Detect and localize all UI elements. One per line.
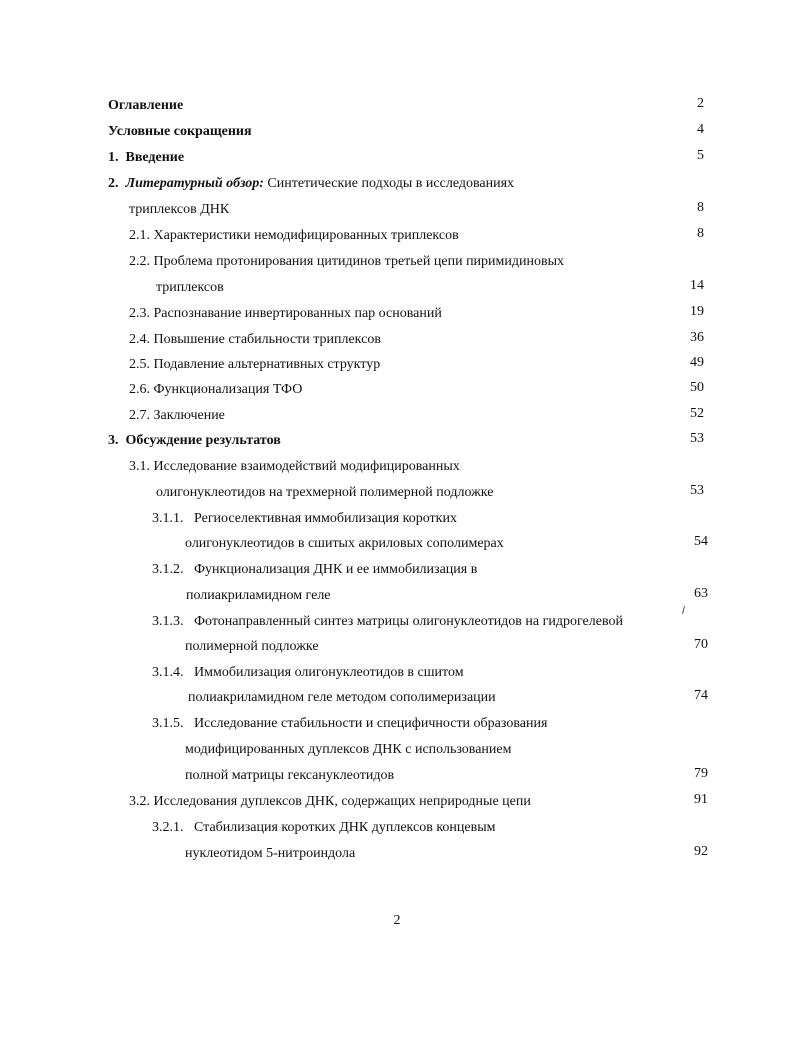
toc-page-number: 63 [694,586,708,601]
toc-page-number: 50 [690,380,704,395]
toc-entry-3-1-4 [152,664,464,682]
toc-entry-number: 2. [108,176,119,191]
toc-page-number: 79 [694,766,708,781]
toc-entry-abbreviations: Условные сокращения [108,124,252,139]
toc-entry-title: Иммобилизация олигонуклеотидов в сшитом [194,665,464,680]
toc-entry-2-1: 2.1. Характеристики немодифицированных триплексов [129,228,459,243]
toc-entry-3-1-1 [152,510,457,528]
toc-entry-continuation: полной матрицы гексануклеотидов [185,768,395,783]
toc-page-number: 36 [690,330,704,345]
toc-page-number: 53 [690,483,704,498]
toc-entry-continuation: полиакриламидном геле [186,588,331,603]
toc-entry-continuation: полимерной подложке [185,639,319,654]
toc-page-number: 92 [694,844,708,859]
toc-entry-number: 3.1.4. [152,665,184,680]
toc-entry-continuation: полиакриламидном геле методом сополимеризации [188,690,496,705]
toc-page-number: 74 [694,688,708,703]
toc-entry-2-2: 2.2. Проблема протонирования цитидинов третьей цепи пиримидиновых [129,254,565,269]
toc-page-number: 4 [697,122,704,137]
toc-entry-number: 3.1.5. [152,716,184,731]
toc-entry-3-2: 3.2. Исследования дуплексов ДНК, содержащих неприродные цепи [129,794,531,809]
toc-entry-2-6: 2.6. Функционализация ТФО [129,382,303,397]
toc-entry-results-discussion [108,432,281,450]
toc-entry-number: 3. [108,433,119,448]
toc-page-number: 49 [690,355,704,370]
toc-entry-title: Стабилизация коротких ДНК дуплексов концевым [194,820,496,835]
toc-entry-contents: Оглавление [108,98,184,113]
toc-entry-title: Синтетические подходы в исследованиях [267,176,515,191]
toc-page-number: 54 [694,534,708,549]
toc-entry-title: Региоселективная иммобилизация коротких [194,511,457,526]
toc-entry-continuation: триплексов [156,280,224,295]
toc-entry-3-1-5 [152,715,547,733]
toc-entry-3-2-1 [152,819,496,837]
toc-entry-number: 3.1.3. [152,614,184,629]
toc-entry-number: 3.2.1. [152,820,184,835]
toc-entry-3-1-2 [152,561,477,579]
toc-page-number: 19 [690,304,704,319]
toc-entry-2-7: 2.7. Заключение [129,408,225,423]
toc-entry-continuation: модифицированных дуплексов ДНК с использованием [185,742,512,757]
toc-entry-2-3: 2.3. Распознавание инвертированных пар оснований [129,306,442,321]
toc-entry-2-5: 2.5. Подавление альтернативных структур [129,357,381,372]
toc-entry-introduction [108,149,184,167]
toc-entry-number: 3.1.2. [152,562,184,577]
toc-page-number: 91 [694,792,708,807]
toc-entry-bold-title: Литературный обзор: [125,176,264,191]
toc-page-number: 70 [694,637,708,652]
toc-page-number: 8 [697,200,704,215]
toc-page-number: 14 [690,278,704,293]
toc-entry-number: 3.1.1. [152,511,184,526]
toc-entry-2-4: 2.4. Повышение стабильности триплексов [129,332,381,347]
toc-entry-number: 1. [108,150,119,165]
toc-entry-continuation: нуклеотидом 5-нитроиндола [185,846,356,861]
toc-entry-continuation: олигонуклеотидов в сшитых акриловых сополимерах [185,536,504,551]
toc-entry-3-1-3 [152,613,623,631]
toc-entry-title: Обсуждение результатов [125,433,281,448]
toc-page-number: 53 [690,431,704,446]
toc-entry-continuation: триплексов ДНК [129,202,230,217]
toc-page-number: 52 [690,406,704,421]
toc-entry-title: Исследование стабильности и специфичности образования [194,716,548,731]
toc-entry-3-1: 3.1. Исследование взаимодействий модифицированных [129,459,460,474]
toc-entry-title: Функционализация ДНК и ее иммобилизация в [194,562,478,577]
toc-page-number: 5 [697,148,704,163]
toc-entry-continuation: олигонуклеотидов на трехмерной полимерной подложке [156,485,494,500]
page-number-footer: 2 [393,913,401,928]
toc-entry-literature-review [108,175,514,193]
toc-entry-title: Фотонаправленный синтез матрицы олигонуклеотидов на гидрогелевой [194,614,623,629]
toc-page-number: 8 [697,226,704,241]
scan-mark [682,606,685,614]
toc-entry-title: Введение [125,150,185,165]
toc-page-number: 2 [697,96,704,111]
